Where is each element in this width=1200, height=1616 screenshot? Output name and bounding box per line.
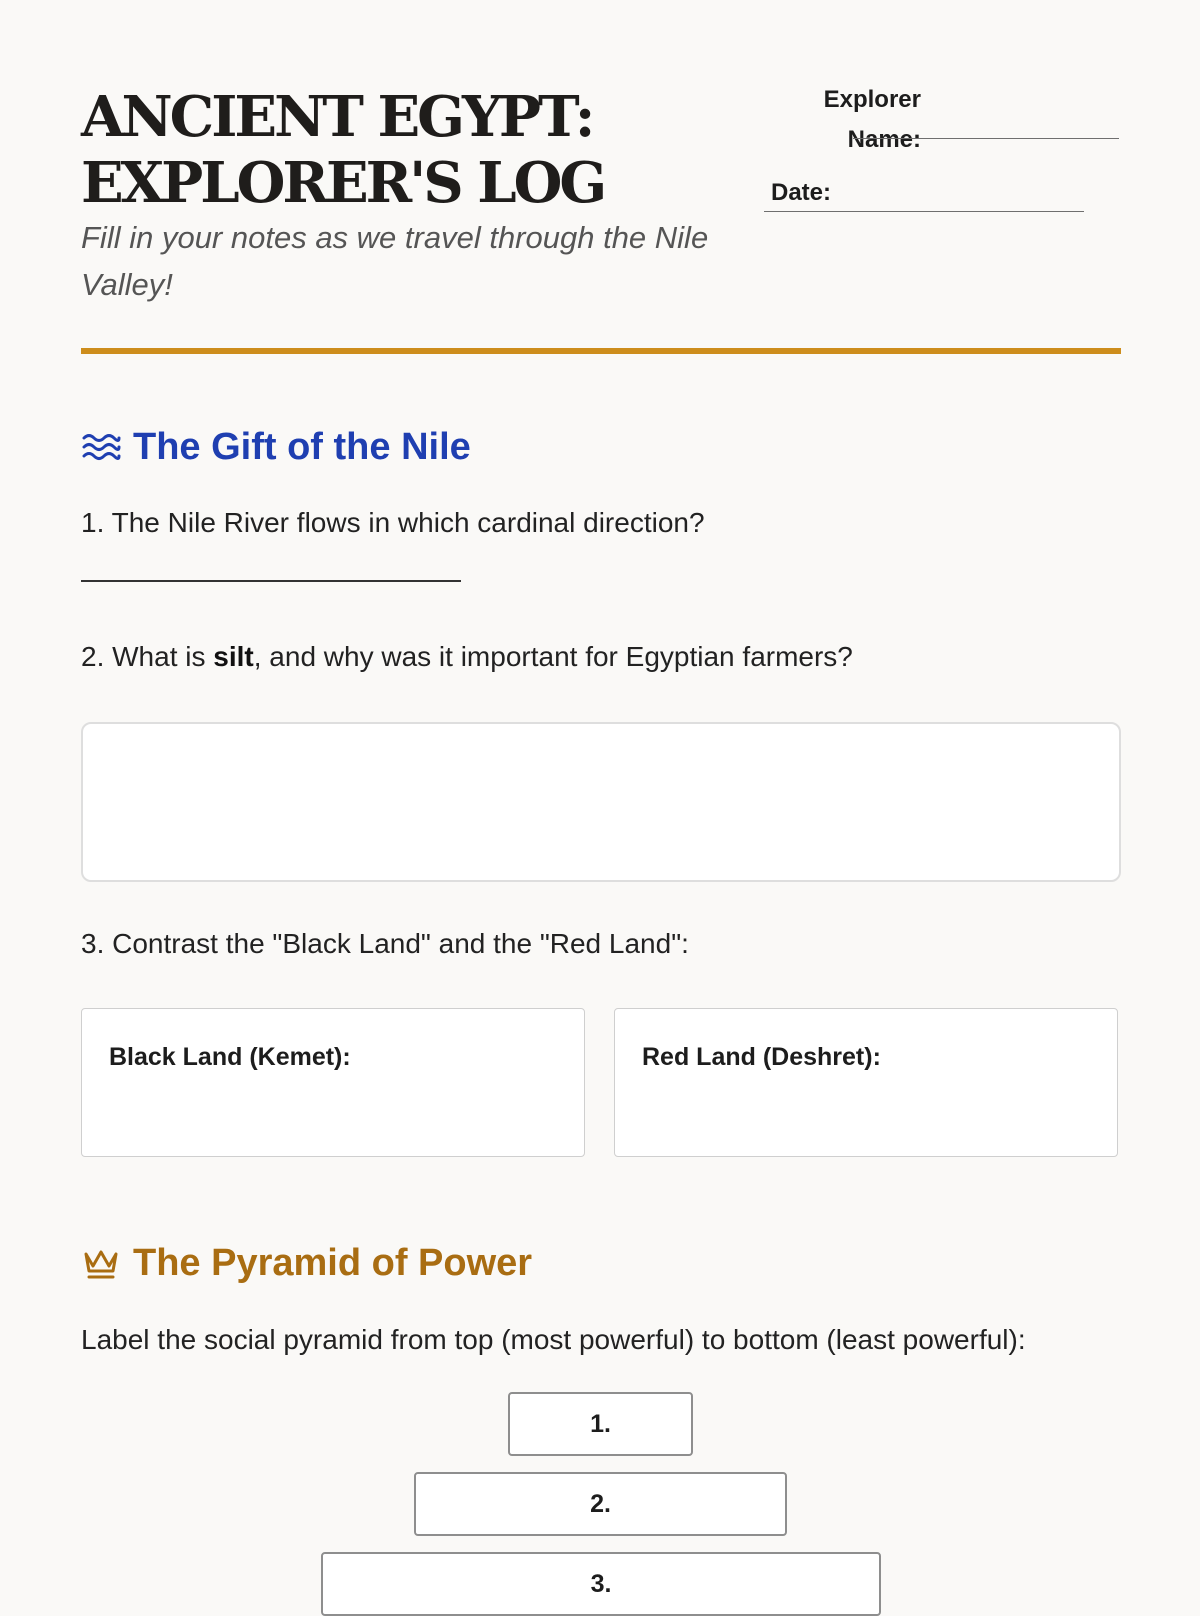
explorer-label-line-1: Explorer [823, 86, 921, 113]
question-2-answer-box[interactable] [81, 722, 1121, 882]
header-divider [81, 348, 1121, 354]
nile-heading-text: The Gift of the Nile [133, 426, 471, 468]
question-3: 3. Contrast the "Black Land" and the "Red Land": [81, 928, 689, 959]
pyramid-instruction: Label the social pyramid from top (most powerful) to bottom (least powerful): [81, 1324, 1026, 1355]
black-land-label: Black Land (Kemet): [109, 1043, 351, 1071]
pyramid-level-1[interactable]: 1. [508, 1392, 693, 1456]
black-land-box[interactable] [81, 1008, 585, 1157]
question-1-answer-line[interactable] [81, 580, 461, 582]
crown-icon [81, 1243, 121, 1283]
explorer-label-line-2: Name: [847, 126, 921, 153]
title-line-1: ANCIENT EGYPT: [81, 84, 593, 150]
worksheet-page [81, 0, 1121, 1600]
question-2 [81, 637, 853, 677]
page-title [81, 84, 721, 216]
question-1: 1. The Nile River flows in which cardinal direction? [81, 507, 705, 538]
power-heading-text: The Pyramid of Power [133, 1242, 533, 1284]
power-section-heading [81, 1240, 532, 1286]
red-land-label: Red Land (Deshret): [642, 1043, 881, 1071]
nile-section-heading [81, 424, 471, 470]
red-land-box[interactable] [614, 1008, 1118, 1157]
page-subtitle: Fill in your notes as we travel through the Nile Valley! [81, 220, 709, 302]
date-field[interactable] [764, 211, 1084, 212]
pyramid-level-2[interactable]: 2. [414, 1472, 787, 1536]
question-2-prefix: 2. What is [81, 641, 214, 672]
question-2-suffix: , and why was it important for Egyptian farmers? [253, 641, 853, 672]
pyramid-level-3[interactable]: 3. [321, 1552, 881, 1616]
title-line-2: EXPLORER'S LOG [81, 150, 605, 216]
explorer-name-label [721, 80, 921, 160]
date-label: Date: [770, 179, 831, 206]
waves-icon [81, 427, 121, 467]
explorer-name-field[interactable] [853, 138, 1119, 139]
question-2-keyword: silt [213, 641, 254, 672]
